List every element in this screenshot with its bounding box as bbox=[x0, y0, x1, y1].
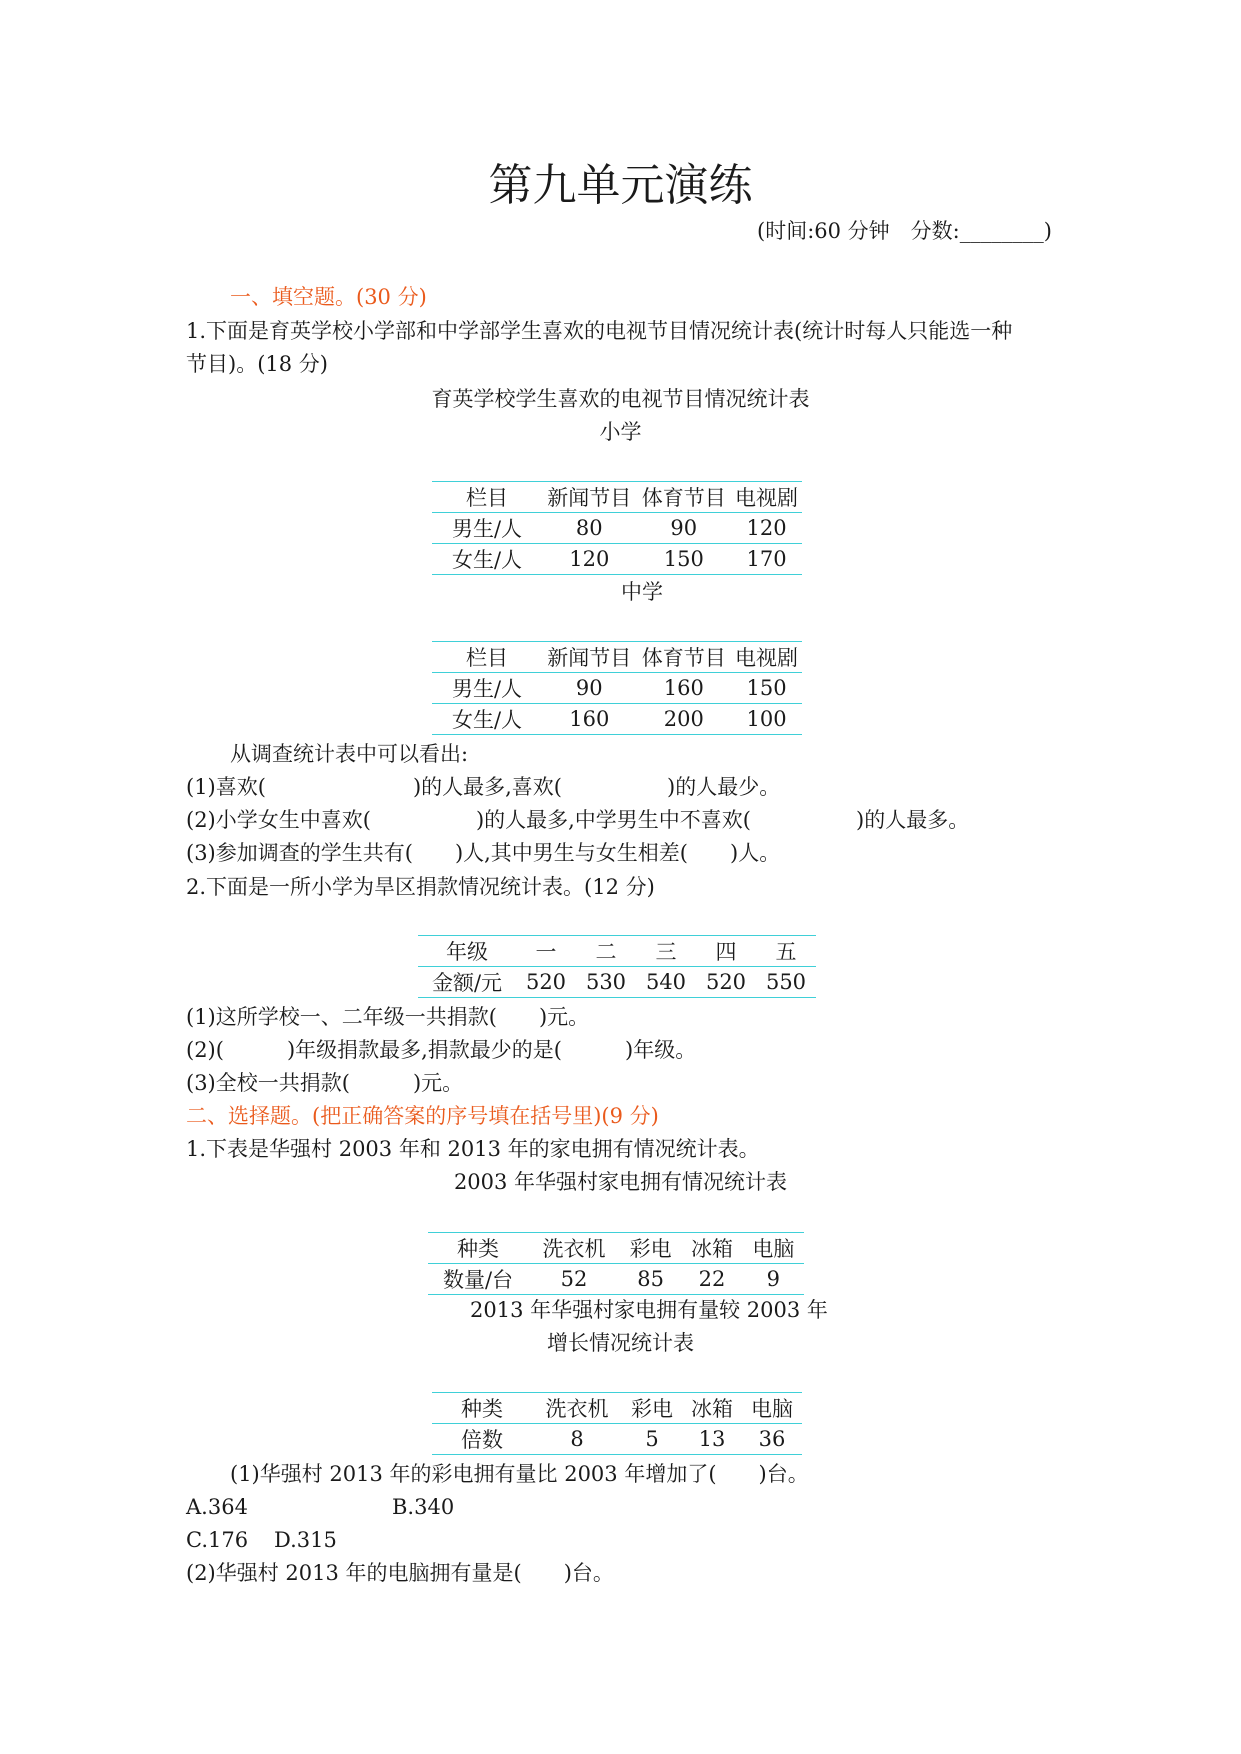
table-cell: 冰箱 bbox=[681, 1233, 742, 1264]
option-b: B.340 bbox=[392, 1495, 455, 1519]
q2-text: 2.下面是一所小学为旱区捐款情况统计表。(12 分) bbox=[186, 875, 655, 899]
table-cell: 电脑 bbox=[742, 1393, 802, 1424]
table-cell: 种类 bbox=[428, 1233, 528, 1264]
q2-sub1: (1)这所学校一、二年级一共捐款( )元。 bbox=[186, 1005, 590, 1029]
table-cell: 洗衣机 bbox=[532, 1393, 622, 1424]
table-header-row bbox=[428, 1233, 804, 1264]
table-cell: 洗衣机 bbox=[528, 1233, 620, 1264]
table-cell: 120 bbox=[731, 513, 802, 544]
table-cell: 52 bbox=[528, 1264, 620, 1295]
s2-sub2: (2)华强村 2013 年的电脑拥有量是( )台。 bbox=[186, 1561, 614, 1585]
donation-table bbox=[418, 935, 816, 998]
q2-sub2: (2)( )年级捐款最多,捐款最少的是( )年级。 bbox=[186, 1038, 697, 1062]
table-cell: 160 bbox=[637, 673, 732, 704]
q1-sub1: (1)喜欢( )的人最多,喜欢( )的人最少。 bbox=[186, 775, 781, 799]
section1-heading: 一、填空题。(30 分) bbox=[230, 285, 427, 309]
table-cell: 女生/人 bbox=[432, 544, 542, 575]
table-cell: 新闻节目 bbox=[542, 642, 637, 673]
q1-text-line2: 节目)。(18 分) bbox=[186, 352, 328, 376]
appliance-2003-table bbox=[428, 1232, 804, 1295]
table-cell: 冰箱 bbox=[682, 1393, 742, 1424]
q1-text-line1: 1.下面是育英学校小学部和中学部学生喜欢的电视节目情况统计表(统计时每人只能选一种 bbox=[186, 319, 1013, 343]
table-cell: 电脑 bbox=[743, 1233, 804, 1264]
table-header-row bbox=[432, 1393, 802, 1424]
table-row bbox=[432, 704, 802, 735]
table-row bbox=[432, 544, 802, 575]
table-cell: 年级 bbox=[418, 936, 516, 967]
table-row bbox=[432, 1424, 802, 1455]
option-d: D.315 bbox=[274, 1528, 337, 1552]
table-cell: 体育节目 bbox=[637, 642, 732, 673]
table-cell: 男生/人 bbox=[432, 513, 542, 544]
appliance-growth-table bbox=[432, 1392, 802, 1455]
primary-school-label: 小学 bbox=[599, 420, 642, 444]
table-cell: 电视剧 bbox=[731, 642, 802, 673]
table-cell: 数量/台 bbox=[428, 1264, 528, 1295]
survey-table-title: 育英学校学生喜欢的电视节目情况统计表 bbox=[431, 387, 810, 411]
option-c: C.176 bbox=[186, 1528, 249, 1552]
table-cell: 170 bbox=[731, 544, 802, 575]
option-a: A.364 bbox=[186, 1495, 248, 1519]
table-cell: 520 bbox=[696, 967, 756, 998]
table-row bbox=[418, 967, 816, 998]
table-cell: 栏目 bbox=[432, 482, 542, 513]
table-cell: 9 bbox=[743, 1264, 804, 1295]
primary-survey-table bbox=[432, 481, 802, 575]
table-cell: 36 bbox=[742, 1424, 802, 1455]
table-cell: 彩电 bbox=[620, 1233, 681, 1264]
table-cell: 90 bbox=[542, 673, 637, 704]
table-row bbox=[432, 673, 802, 704]
table-cell: 85 bbox=[620, 1264, 681, 1295]
q2-sub3: (3)全校一共捐款( )元。 bbox=[186, 1071, 464, 1095]
table-cell: 新闻节目 bbox=[542, 482, 637, 513]
middle-survey-table bbox=[432, 641, 802, 735]
table-cell: 彩电 bbox=[622, 1393, 682, 1424]
table-cell: 200 bbox=[637, 704, 732, 735]
table-header-row bbox=[418, 936, 816, 967]
time-score-line: (时间:60 分钟 分数:________) bbox=[757, 219, 1052, 243]
survey-intro: 从调查统计表中可以看出: bbox=[230, 742, 469, 766]
table-cell: 栏目 bbox=[432, 642, 542, 673]
q1-sub3: (3)参加调查的学生共有( )人,其中男生与女生相差( )人。 bbox=[186, 841, 781, 865]
table-cell: 体育节目 bbox=[637, 482, 732, 513]
s2-sub1: (1)华强村 2013 年的彩电拥有量比 2003 年增加了( )台。 bbox=[230, 1462, 809, 1486]
q1-sub2: (2)小学女生中喜欢( )的人最多,中学男生中不喜欢( )的人最多。 bbox=[186, 808, 970, 832]
appliance-2003-title: 2003 年华强村家电拥有情况统计表 bbox=[453, 1170, 788, 1194]
table-cell: 男生/人 bbox=[432, 673, 542, 704]
table-cell: 二 bbox=[576, 936, 636, 967]
table-cell: 120 bbox=[542, 544, 637, 575]
table-header-row bbox=[432, 482, 802, 513]
table-cell: 8 bbox=[532, 1424, 622, 1455]
table-cell: 女生/人 bbox=[432, 704, 542, 735]
page-title: 第九单元演练 bbox=[488, 160, 753, 211]
table-cell: 电视剧 bbox=[731, 482, 802, 513]
table-cell: 五 bbox=[756, 936, 816, 967]
table-cell: 三 bbox=[636, 936, 696, 967]
s2-q1-text: 1.下表是华强村 2003 年和 2013 年的家电拥有情况统计表。 bbox=[186, 1137, 760, 1161]
table-cell: 540 bbox=[636, 967, 696, 998]
table-cell: 160 bbox=[542, 704, 637, 735]
table-cell: 550 bbox=[756, 967, 816, 998]
table-cell: 100 bbox=[731, 704, 802, 735]
table-row bbox=[432, 513, 802, 544]
table-cell: 520 bbox=[516, 967, 576, 998]
appliance-growth-title-line1: 2013 年华强村家电拥有量较 2003 年 bbox=[470, 1298, 828, 1322]
section2-heading: 二、选择题。(把正确答案的序号填在括号里)(9 分) bbox=[186, 1104, 659, 1128]
table-cell: 90 bbox=[637, 513, 732, 544]
table-cell: 150 bbox=[637, 544, 732, 575]
middle-school-label: 中学 bbox=[621, 580, 663, 604]
table-cell: 22 bbox=[681, 1264, 742, 1295]
table-cell: 倍数 bbox=[432, 1424, 532, 1455]
table-cell: 150 bbox=[731, 673, 802, 704]
table-cell: 13 bbox=[682, 1424, 742, 1455]
table-cell: 530 bbox=[576, 967, 636, 998]
table-cell: 种类 bbox=[432, 1393, 532, 1424]
table-cell: 5 bbox=[622, 1424, 682, 1455]
appliance-growth-title-line2: 增长情况统计表 bbox=[547, 1331, 694, 1355]
table-header-row bbox=[432, 642, 802, 673]
table-cell: 一 bbox=[516, 936, 576, 967]
table-cell: 金额/元 bbox=[418, 967, 516, 998]
table-cell: 四 bbox=[696, 936, 756, 967]
table-cell: 80 bbox=[542, 513, 637, 544]
table-row bbox=[428, 1264, 804, 1295]
